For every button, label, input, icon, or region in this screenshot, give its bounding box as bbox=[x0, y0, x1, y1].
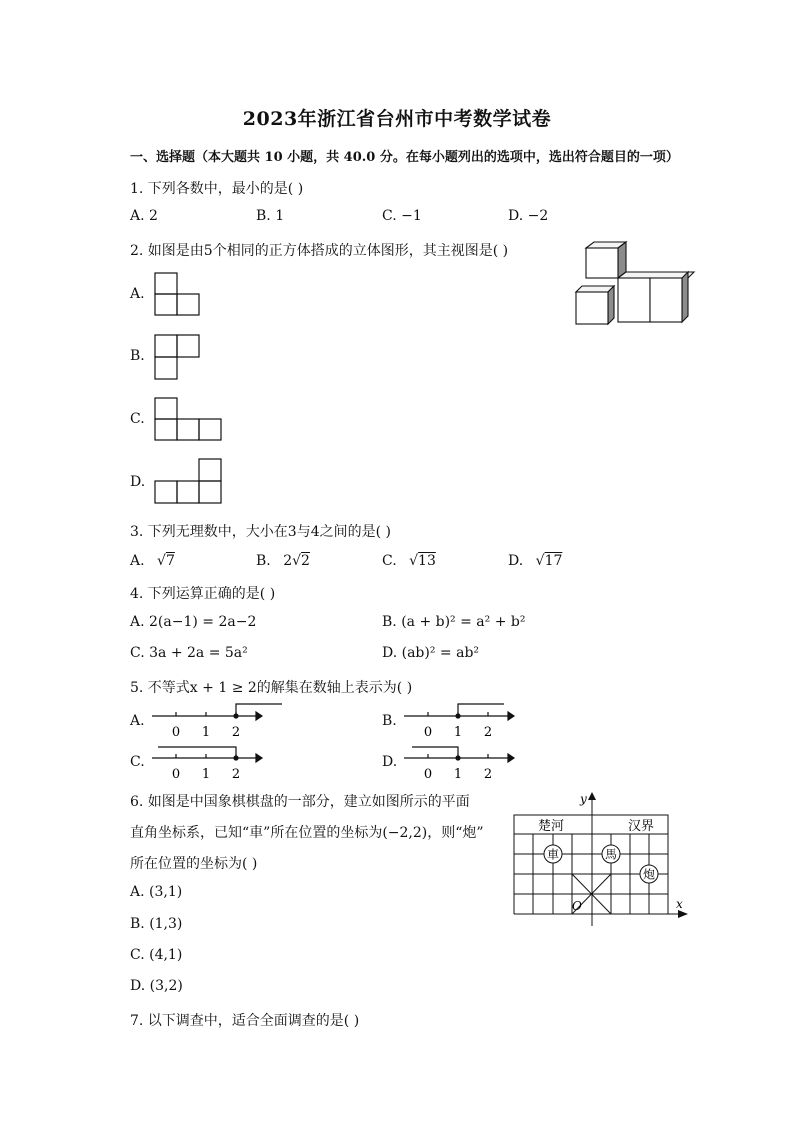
river-left-label: 楚河 bbox=[538, 819, 565, 834]
question-3-option-d bbox=[508, 553, 562, 569]
question-6-option-c: C. (4,1) bbox=[130, 947, 183, 963]
question-2-stem: 2. 如图是由5个相同的正方体搭成的立体图形，其主视图是( ) bbox=[130, 243, 509, 259]
tick-label: 1 bbox=[201, 767, 211, 782]
horse-piece-label: 馬 bbox=[604, 847, 618, 862]
page-title: 2023年浙江省台州市中考数学试卷 bbox=[242, 108, 552, 130]
solid-point-icon bbox=[455, 755, 460, 760]
tick-label: 0 bbox=[423, 725, 433, 740]
tick-label: 1 bbox=[453, 767, 463, 782]
question-1-option-d: D. −2 bbox=[508, 208, 549, 224]
option-letter: C. bbox=[382, 553, 397, 569]
question-6-stem-line-1: 6. 如图是中国象棋棋盘的一部分，建立如图所示的平面 bbox=[130, 794, 470, 810]
question-2-option-c-label: C. bbox=[130, 411, 145, 427]
question-2-option-c-figure bbox=[154, 397, 222, 441]
section-heading: 一、选择题（本大题共 10 小题，共 40.0 分。在每小题列出的选项中，选出符合题目的一项） bbox=[130, 150, 679, 165]
solid-point-icon bbox=[455, 713, 460, 718]
tick-label: 2 bbox=[483, 767, 493, 782]
sqrt-sign-icon: √ bbox=[292, 553, 302, 569]
radicand: 7 bbox=[165, 553, 175, 569]
question-3-option-b bbox=[256, 553, 310, 569]
cannon-piece-label: 炮 bbox=[642, 867, 656, 882]
question-2-option-b-figure bbox=[154, 334, 200, 380]
question-2-option-d-label: D. bbox=[130, 474, 146, 490]
river-right-label: 汉界 bbox=[628, 819, 655, 834]
question-1-option-c: C. −1 bbox=[382, 208, 422, 224]
coefficient: 2 bbox=[283, 553, 293, 569]
question-5-option-a-label: A. bbox=[130, 713, 145, 729]
chariot-piece-label: 車 bbox=[546, 847, 560, 862]
question-4-option-d: D. (ab)² = ab² bbox=[382, 645, 480, 661]
tick-label: 0 bbox=[423, 767, 433, 782]
question-5-option-d-numberline bbox=[402, 742, 542, 784]
question-2-3d-figure bbox=[574, 240, 694, 330]
question-7-stem: 7. 以下调查中，适合全面调查的是( ) bbox=[130, 1013, 360, 1029]
question-5-option-b-numberline bbox=[402, 700, 542, 742]
radicand: 13 bbox=[418, 553, 436, 569]
question-2-option-d-figure bbox=[154, 458, 222, 504]
y-axis-arrow-icon bbox=[588, 792, 596, 800]
option-letter: A. bbox=[130, 553, 145, 569]
question-4-option-c: C. 3a + 2a = 5a² bbox=[130, 645, 248, 661]
sqrt-sign-icon: √ bbox=[157, 553, 166, 569]
question-1-option-b: B. 1 bbox=[256, 208, 285, 224]
tick-label: 2 bbox=[231, 725, 241, 740]
question-5-option-b-label: B. bbox=[382, 713, 397, 729]
solid-point-icon bbox=[233, 713, 238, 718]
option-letter: D. bbox=[508, 553, 524, 569]
x-axis-arrow-icon bbox=[678, 910, 688, 918]
question-2-option-a-figure bbox=[154, 272, 200, 316]
question-3-option-a bbox=[130, 553, 175, 569]
question-4-option-b: B. (a + b)² = a² + b² bbox=[382, 614, 526, 630]
question-5-stem: 5. 不等式x + 1 ≥ 2的解集在数轴上表示为( ) bbox=[130, 680, 413, 696]
question-6-stem-line-3: 所在位置的坐标为( ) bbox=[130, 856, 258, 872]
x-axis-label: x bbox=[676, 897, 683, 911]
question-6-option-a: A. (3,1) bbox=[130, 884, 183, 900]
question-2-option-b-label: B. bbox=[130, 348, 145, 364]
option-letter: B. bbox=[256, 553, 271, 569]
question-5-option-d-label: D. bbox=[382, 754, 398, 770]
question-3-option-c bbox=[382, 553, 436, 569]
tick-label: 1 bbox=[453, 725, 463, 740]
question-5-option-a-numberline bbox=[150, 700, 290, 742]
tick-label: 2 bbox=[231, 767, 241, 782]
tick-label: 0 bbox=[171, 767, 181, 782]
question-6-stem-line-2: 直角坐标系，已知“車”所在位置的坐标为(−2,2)，则“炮” bbox=[130, 825, 484, 841]
question-5-option-c-label: C. bbox=[130, 754, 145, 770]
question-4-option-a: A. 2(a−1) = 2a−2 bbox=[130, 614, 257, 630]
question-6-option-b: B. (1,3) bbox=[130, 916, 183, 932]
question-2-option-a-label: A. bbox=[130, 286, 145, 302]
sqrt-sign-icon: √ bbox=[409, 553, 419, 569]
question-6-chessboard-figure bbox=[500, 790, 696, 930]
question-6-option-d: D. (3,2) bbox=[130, 978, 183, 994]
y-axis-label: y bbox=[580, 792, 587, 806]
radicand: 17 bbox=[544, 553, 563, 569]
question-1-stem: 1. 下列各数中，最小的是( ) bbox=[130, 181, 304, 197]
origin-label: O bbox=[572, 899, 582, 913]
question-4-stem: 4. 下列运算正确的是( ) bbox=[130, 586, 276, 602]
solid-point-icon bbox=[233, 755, 238, 760]
question-1-option-a: A. 2 bbox=[130, 208, 158, 224]
tick-label: 1 bbox=[201, 725, 211, 740]
tick-label: 0 bbox=[171, 725, 181, 740]
sqrt-sign-icon: √ bbox=[535, 553, 545, 569]
question-5-option-c-numberline bbox=[150, 742, 290, 784]
question-3-stem: 3. 下列无理数中，大小在3与4之间的是( ) bbox=[130, 524, 391, 540]
radicand: 2 bbox=[301, 553, 310, 569]
tick-label: 2 bbox=[483, 725, 493, 740]
